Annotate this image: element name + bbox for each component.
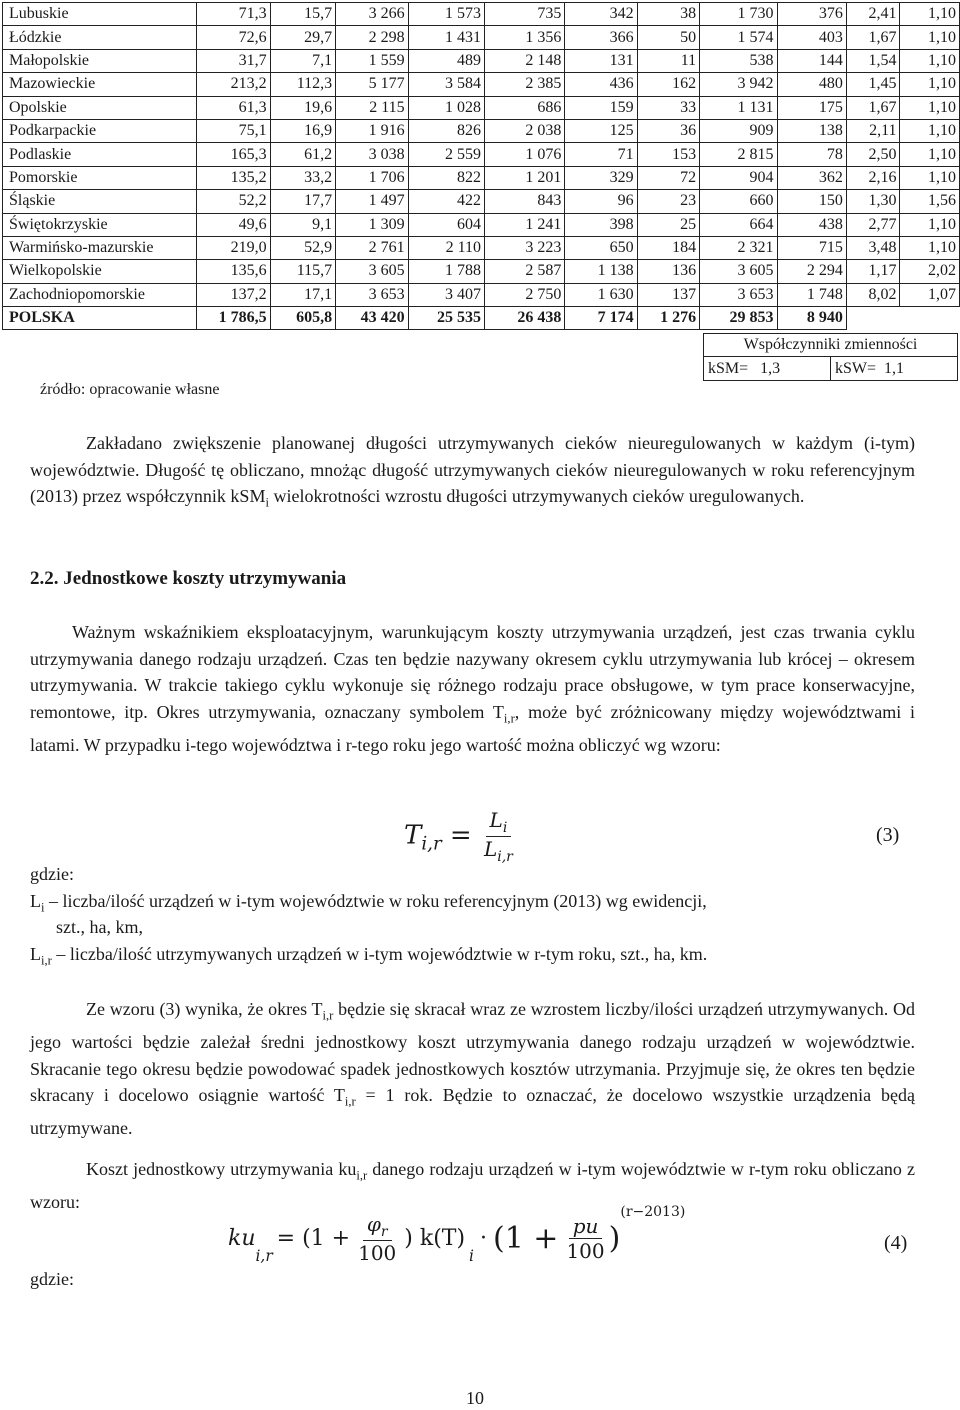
where-label-1: gdzie: xyxy=(30,864,74,884)
value-cell: 159 xyxy=(565,96,637,119)
region-name-cell: Mazowieckie xyxy=(3,73,197,96)
value-cell: 16,9 xyxy=(270,119,335,142)
value-cell: 31,7 xyxy=(197,49,271,72)
value-cell: 1,56 xyxy=(900,190,960,213)
value-cell: 1,10 xyxy=(900,119,960,142)
equation-number-4: (4) xyxy=(884,1232,908,1254)
value-cell: 3 605 xyxy=(336,260,409,283)
value-cell: 3 266 xyxy=(336,3,409,26)
value-cell: 398 xyxy=(565,213,637,236)
value-cell: 135,2 xyxy=(197,166,271,189)
value-cell: 2 294 xyxy=(777,260,846,283)
table-row xyxy=(3,96,960,119)
value-cell: 843 xyxy=(485,190,565,213)
value-cell: 2 321 xyxy=(700,236,777,259)
total-value-cell: 43 420 xyxy=(336,307,409,330)
total-value-cell: 25 535 xyxy=(408,307,484,330)
value-cell: 3 653 xyxy=(336,283,409,306)
source-note: źródło: opracowanie własne xyxy=(40,381,220,398)
value-cell: 1 730 xyxy=(700,3,777,26)
value-cell: 1 028 xyxy=(408,96,484,119)
value-cell: 112,3 xyxy=(270,73,335,96)
value-cell: 3 038 xyxy=(336,143,409,166)
value-cell: 96 xyxy=(565,190,637,213)
value-cell: 2,11 xyxy=(846,119,900,142)
value-cell: 52,2 xyxy=(197,190,271,213)
data-table xyxy=(2,2,960,330)
value-cell: 2 110 xyxy=(408,236,484,259)
value-cell: 78 xyxy=(777,143,846,166)
value-cell: 1,10 xyxy=(900,236,960,259)
value-cell: 25 xyxy=(637,213,700,236)
equation-number-3: (3) xyxy=(876,824,900,846)
value-cell: 131 xyxy=(565,49,637,72)
table-row xyxy=(3,73,960,96)
value-cell: 660 xyxy=(700,190,777,213)
total-value-cell: 29 853 xyxy=(700,307,777,330)
value-cell: 403 xyxy=(777,26,846,49)
value-cell: 2,50 xyxy=(846,143,900,166)
value-cell: 3 605 xyxy=(700,260,777,283)
coefficient-title: Współczynniki zmienności xyxy=(704,334,958,357)
total-row xyxy=(3,307,960,330)
value-cell: 17,1 xyxy=(270,283,335,306)
value-cell: 1,10 xyxy=(900,166,960,189)
value-cell: 735 xyxy=(485,3,565,26)
region-name-cell: Podlaskie xyxy=(3,143,197,166)
value-cell: 8,02 xyxy=(846,283,900,306)
value-cell: 138 xyxy=(777,119,846,142)
region-name-cell: Świętokrzyskie xyxy=(3,213,197,236)
value-cell: 71 xyxy=(565,143,637,166)
value-cell: 1,07 xyxy=(900,283,960,306)
value-cell: 822 xyxy=(408,166,484,189)
value-cell: 1,17 xyxy=(846,260,900,283)
value-cell: 2,77 xyxy=(846,213,900,236)
value-cell: 11 xyxy=(637,49,700,72)
value-cell: 1 431 xyxy=(408,26,484,49)
paragraph-3: Ze wzoru (3) wynika, że okres $T_{i,r}$ będzie się skracał wraz ze wzrostem liczby/ilości urządzeń utrzymywanych. Od jego wartości będzie zależał średni jednostkowy koszt utrzymywania danego rodzaju urządzeń w województwie. Skracanie tego okresu będzie powodować spadek jednostkowych kosztów utrzymania. Przyjmuje się, że okres ten będzie skracany i docelowo osiągnie wartość $T_{i,r} = 1$ rok. Będzie to oznaczać, że docelowo wszystkie urządzenia będą utrzymywane. xyxy=(30,999,915,1139)
region-name-cell: Zachodniopomorskie xyxy=(3,283,197,306)
value-cell: 3 942 xyxy=(700,73,777,96)
value-cell: 826 xyxy=(408,119,484,142)
definition-li: $L_i$ – liczba/ilość urządzeń w i-tym województwie w roku referencyjnym (2013) wg ewidencji, xyxy=(30,891,707,915)
total-value-cell: 8 940 xyxy=(777,307,846,330)
value-cell: 1 559 xyxy=(336,49,409,72)
value-cell: 2,02 xyxy=(900,260,960,283)
value-cell: 9,1 xyxy=(270,213,335,236)
total-value-cell: 605,8 xyxy=(270,307,335,330)
value-cell: 17,7 xyxy=(270,190,335,213)
value-cell: 153 xyxy=(637,143,700,166)
value-cell: 650 xyxy=(565,236,637,259)
value-cell: 2,41 xyxy=(846,3,900,26)
value-cell: 137,2 xyxy=(197,283,271,306)
value-cell: 1 706 xyxy=(336,166,409,189)
region-name-cell: Podkarpackie xyxy=(3,119,197,142)
value-cell: 538 xyxy=(700,49,777,72)
value-cell: 2 559 xyxy=(408,143,484,166)
value-cell: 175 xyxy=(777,96,846,119)
value-cell: 71,3 xyxy=(197,3,271,26)
value-cell: 366 xyxy=(565,26,637,49)
value-cell: 3 653 xyxy=(700,283,777,306)
table-row xyxy=(3,119,960,142)
value-cell: 362 xyxy=(777,166,846,189)
value-cell: 436 xyxy=(565,73,637,96)
value-cell: 1,30 xyxy=(846,190,900,213)
value-cell: 213,2 xyxy=(197,73,271,96)
value-cell: 2 298 xyxy=(336,26,409,49)
value-cell: 15,7 xyxy=(270,3,335,26)
value-cell: 3,48 xyxy=(846,236,900,259)
definition-li-continued: szt., ha, km, xyxy=(56,917,143,937)
table-row xyxy=(3,49,960,72)
table-row xyxy=(3,260,960,283)
value-cell: 342 xyxy=(565,3,637,26)
value-cell: 1 916 xyxy=(336,119,409,142)
value-cell: 1 138 xyxy=(565,260,637,283)
empty-cell xyxy=(900,307,960,330)
value-cell: 33,2 xyxy=(270,166,335,189)
value-cell: 2 761 xyxy=(336,236,409,259)
value-cell: 686 xyxy=(485,96,565,119)
definition-lir: $L_{i,r}$ – liczba/ilość utrzymywanych urządzeń w i-tym województwie w r-tym roku, szt., ha, km. xyxy=(30,944,708,968)
table-row xyxy=(3,166,960,189)
total-label-cell: POLSKA xyxy=(3,307,197,330)
region-name-cell: Łódzkie xyxy=(3,26,197,49)
value-cell: 438 xyxy=(777,213,846,236)
value-cell: 909 xyxy=(700,119,777,142)
value-cell: 715 xyxy=(777,236,846,259)
value-cell: 19,6 xyxy=(270,96,335,119)
value-cell: 1 630 xyxy=(565,283,637,306)
value-cell: 1,45 xyxy=(846,73,900,96)
value-cell: 72 xyxy=(637,166,700,189)
section-heading: 2.2. Jednostkowe koszty utrzymywania xyxy=(30,568,347,589)
table-row xyxy=(3,26,960,49)
value-cell: 165,3 xyxy=(197,143,271,166)
value-cell: 3 584 xyxy=(408,73,484,96)
where-label-2: gdzie: xyxy=(30,1269,74,1289)
value-cell: 135,6 xyxy=(197,260,271,283)
value-cell: 422 xyxy=(408,190,484,213)
value-cell: 2 750 xyxy=(485,283,565,306)
value-cell: 184 xyxy=(637,236,700,259)
page-number: 10 xyxy=(466,1388,484,1408)
value-cell: 52,9 xyxy=(270,236,335,259)
region-name-cell: Śląskie xyxy=(3,190,197,213)
value-cell: 2 815 xyxy=(700,143,777,166)
value-cell: 1 748 xyxy=(777,283,846,306)
table-row xyxy=(3,3,960,26)
value-cell: 2 587 xyxy=(485,260,565,283)
table-row xyxy=(3,143,960,166)
value-cell: 904 xyxy=(700,166,777,189)
value-cell: 61,3 xyxy=(197,96,271,119)
value-cell: 1 131 xyxy=(700,96,777,119)
total-value-cell: 1 786,5 xyxy=(197,307,271,330)
value-cell: 219,0 xyxy=(197,236,271,259)
value-cell: 38 xyxy=(637,3,700,26)
value-cell: 5 177 xyxy=(336,73,409,96)
region-name-cell: Warmińsko-mazurskie xyxy=(3,236,197,259)
formula-4: ku $_{i,r}$ = (1 + $\frac{\varphi_r}{100}$ ) k(T) $_i$ · (1 + $\frac{pu}{100}$ ) (r−2013) xyxy=(228,1204,686,1265)
value-cell: 72,6 xyxy=(197,26,271,49)
total-value-cell: 7 174 xyxy=(565,307,637,330)
value-cell: 1,10 xyxy=(900,213,960,236)
value-cell: 136 xyxy=(637,260,700,283)
value-cell: 49,6 xyxy=(197,213,271,236)
value-cell: 1,10 xyxy=(900,96,960,119)
value-cell: 664 xyxy=(700,213,777,236)
value-cell: 2 148 xyxy=(485,49,565,72)
table-row xyxy=(3,190,960,213)
table-row xyxy=(3,236,960,259)
value-cell: 36 xyxy=(637,119,700,142)
table-row xyxy=(3,213,960,236)
value-cell: 1 076 xyxy=(485,143,565,166)
value-cell: 376 xyxy=(777,3,846,26)
coefficient-box xyxy=(703,333,958,381)
value-cell: 3 223 xyxy=(485,236,565,259)
paragraph-2: Ważnym wskaźnikiem eksploatacyjnym, warunkującym koszty utrzymywania urządzeń, jest czas trwania cyklu utrzymywania danego rodzaju urządzeń. Czas ten będzie nazywany okresem cyklu utrzymywania lub krócej – okresem utrzymywania. W trakcie takiego cyklu wykonuje się różnego rodzaju prace obsługowe, w tym prace konserwacyjne, remontowe, itp. Okres utrzymywania, oznaczany symbolem $T_{i,r}$, może być zróżnicowany między województwami i latami. W przypadku i-tego województwa i r-tego roku jego wartość można obliczyć wg wzoru: xyxy=(30,622,916,755)
value-cell: 1 574 xyxy=(700,26,777,49)
paragraph-1: Zakładano zwiększenie planowanej długości utrzymywanych cieków nieuregulowanych w każdym (i-tym) województwie. Długość tę obliczano, mnożąc długość utrzymywanych cieków nieuregulowanych w roku referencyjnym (2013) przez współczynnik kSM$_i$ wielokrotności wzrostu długości utrzymywanych cieków uregulowanych. xyxy=(30,433,915,510)
value-cell: 329 xyxy=(565,166,637,189)
ksm-cell: kSM= 1,3 xyxy=(704,357,831,380)
region-name-cell: Pomorskie xyxy=(3,166,197,189)
value-cell: 2 115 xyxy=(336,96,409,119)
value-cell: 61,2 xyxy=(270,143,335,166)
formula-3: $T_{i,r}$ = $\frac{L_i}{L_{i,r}}$ xyxy=(404,808,513,865)
total-value-cell: 26 438 xyxy=(485,307,565,330)
region-name-cell: Małopolskie xyxy=(3,49,197,72)
value-cell: 1,54 xyxy=(846,49,900,72)
value-cell: 1,67 xyxy=(846,26,900,49)
value-cell: 1,10 xyxy=(900,49,960,72)
value-cell: 7,1 xyxy=(270,49,335,72)
value-cell: 144 xyxy=(777,49,846,72)
value-cell: 3 407 xyxy=(408,283,484,306)
value-cell: 1 573 xyxy=(408,3,484,26)
empty-cell xyxy=(846,307,900,330)
value-cell: 1 497 xyxy=(336,190,409,213)
value-cell: 1 309 xyxy=(336,213,409,236)
total-value-cell: 1 276 xyxy=(637,307,700,330)
ksw-cell: kSW= 1,1 xyxy=(831,357,958,380)
value-cell: 1 241 xyxy=(485,213,565,236)
table-row xyxy=(3,283,960,306)
value-cell: 1,10 xyxy=(900,3,960,26)
value-cell: 150 xyxy=(777,190,846,213)
value-cell: 1,67 xyxy=(846,96,900,119)
paragraph-4: Koszt jednostkowy utrzymywania $ku_{i,r}$ danego rodzaju urządzeń w i-tym województwie w r-tym roku obliczano z wzoru: xyxy=(30,1159,915,1213)
value-cell: 125 xyxy=(565,119,637,142)
value-cell: 1,10 xyxy=(900,73,960,96)
value-cell: 1,10 xyxy=(900,26,960,49)
value-cell: 162 xyxy=(637,73,700,96)
region-name-cell: Lubuskie xyxy=(3,3,197,26)
value-cell: 33 xyxy=(637,96,700,119)
value-cell: 50 xyxy=(637,26,700,49)
value-cell: 1,10 xyxy=(900,143,960,166)
value-cell: 2,16 xyxy=(846,166,900,189)
value-cell: 1 201 xyxy=(485,166,565,189)
region-name-cell: Opolskie xyxy=(3,96,197,119)
value-cell: 1 788 xyxy=(408,260,484,283)
value-cell: 23 xyxy=(637,190,700,213)
value-cell: 2 385 xyxy=(485,73,565,96)
value-cell: 29,7 xyxy=(270,26,335,49)
value-cell: 137 xyxy=(637,283,700,306)
value-cell: 115,7 xyxy=(270,260,335,283)
value-cell: 604 xyxy=(408,213,484,236)
value-cell: 480 xyxy=(777,73,846,96)
region-name-cell: Wielkopolskie xyxy=(3,260,197,283)
value-cell: 1 356 xyxy=(485,26,565,49)
value-cell: 75,1 xyxy=(197,119,271,142)
value-cell: 2 038 xyxy=(485,119,565,142)
value-cell: 489 xyxy=(408,49,484,72)
